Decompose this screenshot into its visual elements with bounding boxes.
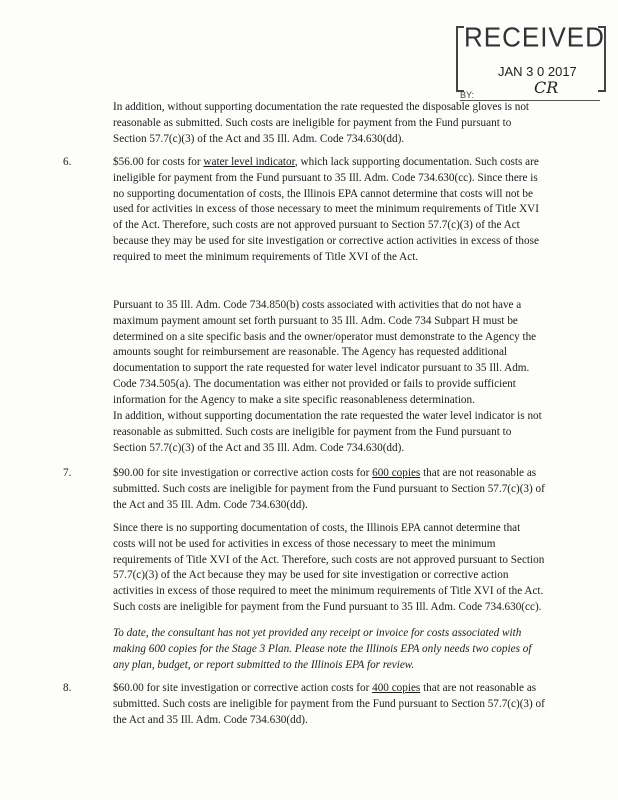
item-7-post: that are not reasonable as submitted. Such costs are ineligible for payment from the Fund pursuant to Section 57.7(c)(3) of the Act and 35 Ill. Adm. Code 734.630(dd). xyxy=(113,467,545,511)
item-7-subject: 600 copies xyxy=(372,467,421,479)
item-6-pre: $56.00 for costs for xyxy=(113,156,204,168)
item-6-subject: water level indicator xyxy=(203,156,295,168)
paragraph-copies-note: To date, the consultant has not yet provided any receipt or invoice for costs associated with making 600 copies for the Stage 3 Plan. Please note the Illinois EPA only needs two copies of any plan, budget, or report submitted to the Illinois EPA for review. xyxy=(113,627,532,671)
stamp-initials: CR xyxy=(534,78,559,97)
item-number-6: 6. xyxy=(63,156,72,168)
item-8-paragraph xyxy=(113,681,545,728)
item-8-post: that are not reasonable as submitted. Such costs are ineligible for payment from the Fund pursuant to Section 57.7(c)(3) of the Act and 35 Ill. Adm. Code 734.630(dd). xyxy=(113,682,545,726)
received-stamp xyxy=(456,18,606,100)
paragraph-water-level-addition: In addition, without supporting documentation the rate requested the water level indicator is not reasonable as submitted. Such costs are ineligible for payment from the Fund pursuant to Section 57.7(c)(3) of the Act and 35 Ill. Adm. Code 734.630(dd). xyxy=(113,410,542,454)
item-7-paragraph xyxy=(113,466,545,513)
stamp-date: JAN 3 0 2017 xyxy=(498,64,577,79)
stamp-word: RECEIVED xyxy=(464,21,605,53)
item-7-pre: $90.00 for site investigation or corrective action costs for xyxy=(113,467,373,479)
item-number-7: 7. xyxy=(63,467,72,479)
paragraph-gloves-addition: In addition, without supporting documentation the rate requested the disposable gloves is not reasonable as submitted. Such costs are ineligible for payment from the Fund pursuant to Section 57.7(c)(3) of the Act and 35 Ill. Adm. Code 734.630(dd). xyxy=(113,101,530,145)
stamp-bracket-left xyxy=(456,26,464,92)
item-8-pre: $60.00 for site investigation or corrective action costs for xyxy=(113,682,373,694)
item-number-8: 8. xyxy=(63,682,72,694)
item-6-paragraph xyxy=(113,155,545,266)
paragraph-copies-documentation: Since there is no supporting documentation of costs, the Illinois EPA cannot determine that costs will not be used for activities in excess of those necessary to meet the minimum requirements of Title XVI of the Act. Therefore, such costs are not approved pursuant to Section 57.7(c)(3) of the Act because they may be used for site investigation or corrective action activities in excess of those required to meet the minimum requirements of Title XVI of the Act. Such costs are ineligible for payment from the Fund pursuant to 35 Ill. Adm. Code 734.630(cc). xyxy=(113,522,545,613)
paragraph-734-850b: Pursuant to 35 Ill. Adm. Code 734.850(b) costs associated with activities that do not have a maximum payment amount set forth pursuant to 35 Ill. Adm. Code 734 Subpart H must be determined on a site specific basis and the owner/operator must demonstrate to the Agency the amounts sought for reimbursement are reasonable. The Agency has requested additional documentation to support the rate requested for water level indicator pursuant to 35 Ill. Adm. Code 734.505(a). The documentation was either not provided or fails to provide sufficient information for the Agency to make a site specific reasonableness determination. xyxy=(113,299,537,406)
item-6-post: , which lack supporting documentation. Such costs are ineligible for payment from the Fund pursuant to 35 Ill. Adm. Code 734.630(cc). Since there is no supporting documentation of costs, the Illinois EPA cannot determine that costs will not be used for activities in excess of those necessary to meet the minimum requirements of Title XVI of the Act. Therefore, such costs are not approved pursuant to Section 57.7(c)(3) of the Act because they may be used for site investigation or corrective action activities in excess of those required to meet the minimum requirements of Title XVI of the Act. xyxy=(113,156,539,263)
stamp-by-label: BY: xyxy=(460,90,600,101)
item-8-subject: 400 copies xyxy=(372,682,421,694)
